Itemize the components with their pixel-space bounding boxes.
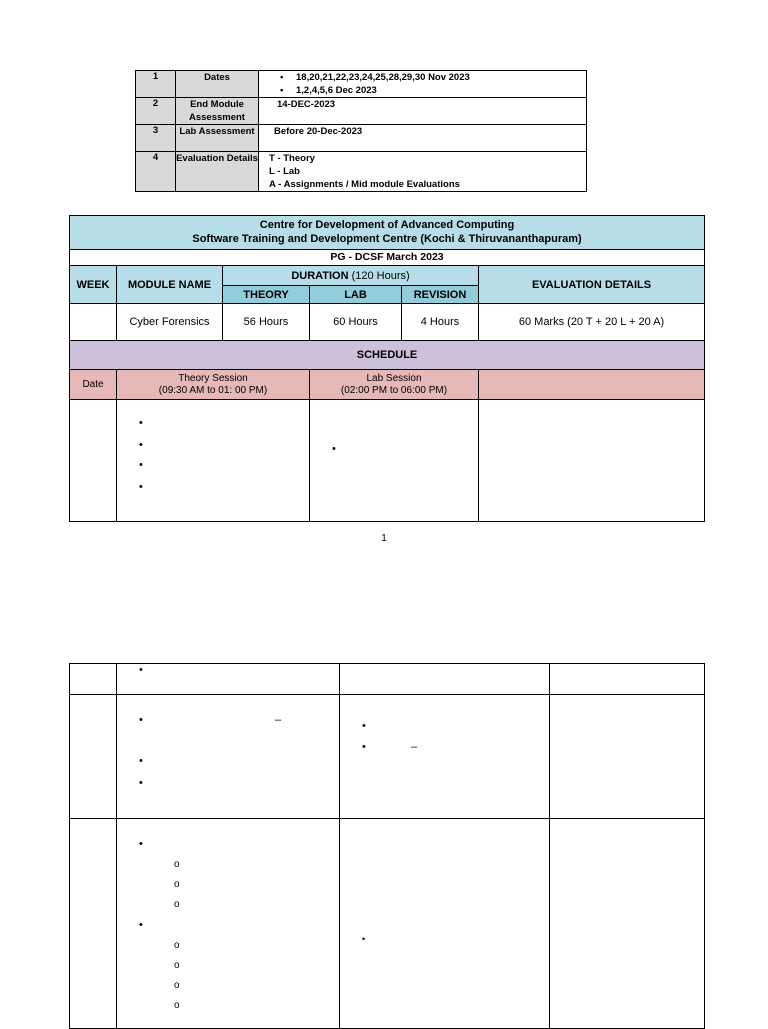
theory-topics-cell <box>117 400 310 522</box>
theory-topics-cell <box>117 695 340 819</box>
evaluation-legend-item: A - Assignments / Mid module Evaluations <box>269 179 460 190</box>
schedule-day-row <box>70 819 705 1029</box>
course-row <box>70 250 705 266</box>
assessment-info-table <box>135 70 587 192</box>
theory-topics-cell <box>117 819 340 1029</box>
sub-bullet-icon: o <box>174 980 180 991</box>
bullet-icon: • <box>139 459 143 471</box>
bullet-icon: • <box>362 741 366 753</box>
date-range-item: • 1,2,4,5,6 Dec 2023 <box>296 84 586 97</box>
day-date-cell <box>70 695 117 819</box>
bullet-icon: • <box>332 443 336 455</box>
org-centre: Software Training and Development Centre (Kochi & Thiruvananthapuram) <box>192 233 582 245</box>
week-header: WEEK <box>70 266 117 304</box>
schedule-label-row <box>70 341 705 370</box>
lab-topics-cell <box>340 819 550 1029</box>
bullet-icon: • <box>139 439 143 451</box>
evaluation-marks: 60 Marks (20 T + 20 L + 20 A) <box>479 304 705 341</box>
schedule-day-row <box>70 400 705 522</box>
sub-bullet-icon: o <box>174 960 180 971</box>
lab-topics-cell <box>340 664 550 695</box>
bullet-icon: • <box>139 755 143 767</box>
info-row-lab-assessment <box>136 125 587 152</box>
lab-header: LAB <box>310 286 402 304</box>
info-row-number: 2 <box>136 98 176 125</box>
module-name-header: MODULE NAME <box>117 266 223 304</box>
remarks-cell <box>550 695 705 819</box>
dash-glyph: – <box>411 741 418 753</box>
info-row-number: 4 <box>136 152 176 192</box>
info-row-value: 14-DEC-2023 <box>259 98 587 125</box>
bullet-icon: • <box>139 664 143 676</box>
theory-hours: 56 Hours <box>223 304 310 341</box>
schedule-day-row <box>70 664 705 695</box>
bullet-icon: • <box>139 919 143 931</box>
sub-bullet-icon: o <box>174 859 180 870</box>
bullet-icon: • <box>139 838 143 850</box>
page-number: 1 <box>381 533 387 544</box>
org-header <box>70 216 705 250</box>
duration-header <box>223 266 479 286</box>
schedule-table <box>69 215 705 522</box>
org-header-row <box>70 216 705 250</box>
org-name: Centre for Development of Advanced Computing <box>259 219 515 231</box>
info-row-value <box>259 71 587 98</box>
extra-session-header <box>479 370 705 400</box>
dash-glyph: – <box>275 714 282 726</box>
session-header-row <box>70 370 705 400</box>
remarks-cell <box>550 664 705 695</box>
date-header: Date <box>70 370 117 400</box>
day-date-cell <box>70 400 117 522</box>
evaluation-header: EVALUATION DETAILS <box>479 266 705 304</box>
lab-topics-cell <box>310 400 479 522</box>
bullet-icon: • <box>362 934 366 944</box>
lab-session-title: Lab Session <box>366 372 422 384</box>
theory-header: THEORY <box>223 286 310 304</box>
date-range-item: • 18,20,21,22,23,24,25,28,29,30 Nov 2023 <box>296 71 586 84</box>
bullet-icon: • <box>139 417 143 429</box>
evaluation-legend-item: T - Theory <box>269 153 315 164</box>
sub-bullet-icon: o <box>174 1000 180 1011</box>
schedule-day-row <box>70 695 705 819</box>
lab-session-time: (02:00 PM to 06:00 PM) <box>340 384 448 396</box>
info-row-value: Before 20-Dec-2023 <box>259 125 587 152</box>
remarks-cell <box>550 819 705 1029</box>
day-date-cell <box>70 819 117 1029</box>
revision-header: REVISION <box>402 286 479 304</box>
sub-bullet-icon: o <box>174 940 180 951</box>
theory-topics-cell <box>117 664 340 695</box>
course-title: PG - DCSF March 2023 <box>70 250 705 266</box>
lab-hours: 60 Hours <box>310 304 402 341</box>
info-row-label: End Module Assessment <box>176 98 259 125</box>
theory-session-header <box>117 370 310 400</box>
info-row-label: Evaluation Details <box>176 152 259 192</box>
bullet-icon: • <box>139 777 143 789</box>
duration-label: DURATION <box>291 269 349 282</box>
info-row-evaluation <box>136 152 587 192</box>
bullet-icon: • <box>139 481 143 493</box>
schedule-continuation-table <box>69 663 705 1029</box>
info-row-value <box>259 152 587 192</box>
module-row <box>70 304 705 341</box>
theory-session-time: (09:30 AM to 01: 00 PM) <box>158 384 268 396</box>
schedule-label: SCHEDULE <box>70 341 705 370</box>
bullet-icon: • <box>139 714 143 726</box>
lab-session-header <box>310 370 479 400</box>
sub-bullet-icon: o <box>174 879 180 890</box>
evaluation-legend-item: L - Lab <box>269 166 300 177</box>
bullet-icon: • <box>362 720 366 732</box>
info-row-label: Lab Assessment <box>176 125 259 152</box>
theory-session-title: Theory Session <box>178 372 248 384</box>
module-week <box>70 304 117 341</box>
revision-hours: 4 Hours <box>402 304 479 341</box>
info-row-label: Dates <box>176 71 259 98</box>
day-date-cell <box>70 664 117 695</box>
info-row-number: 3 <box>136 125 176 152</box>
sub-bullet-icon: o <box>174 899 180 910</box>
info-row-dates <box>136 71 587 98</box>
column-header-row <box>70 266 705 286</box>
info-row-number: 1 <box>136 71 176 98</box>
module-name: Cyber Forensics <box>117 304 223 341</box>
info-row-end-module <box>136 98 587 125</box>
remarks-cell <box>479 400 705 522</box>
duration-hours: (120 Hours) <box>351 269 410 282</box>
lab-topics-cell <box>340 695 550 819</box>
